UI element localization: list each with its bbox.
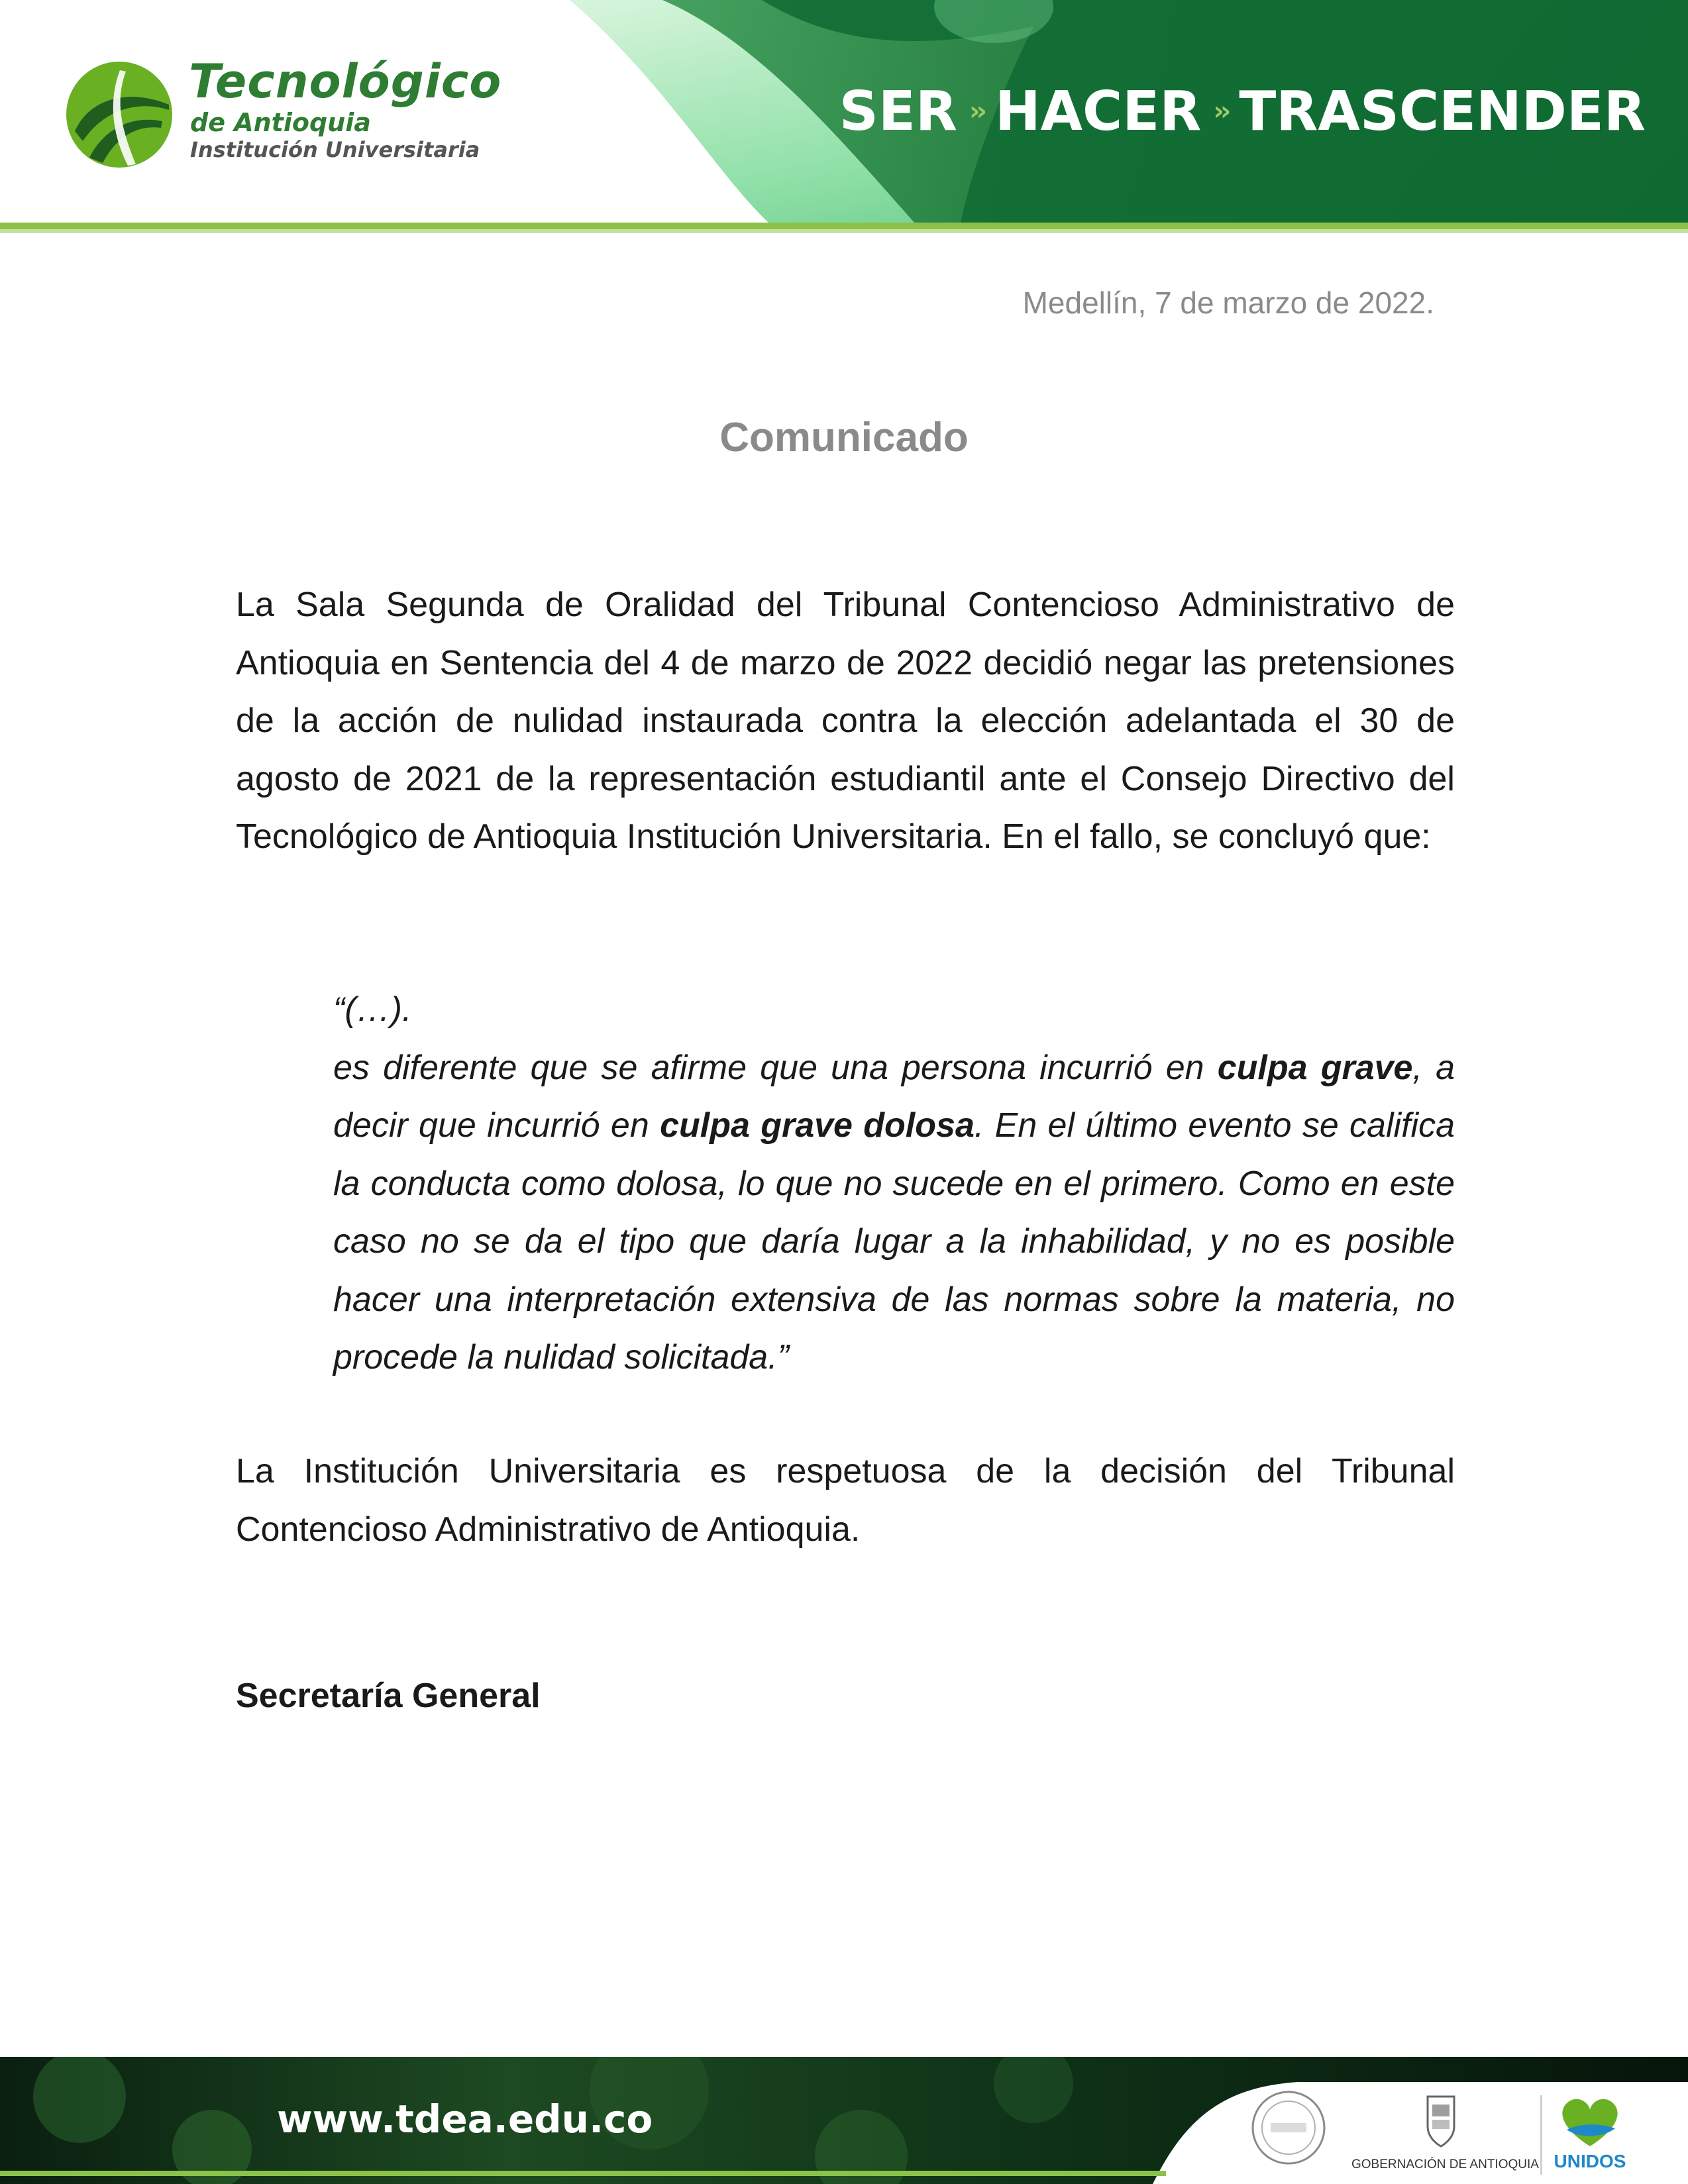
letterhead-header: [0, 0, 1688, 238]
unidos-heart-icon: [1550, 2090, 1630, 2153]
motto-word-hacer: HACER: [994, 79, 1202, 143]
court-quote: [333, 981, 1455, 1387]
quote-opening: “(…).: [333, 990, 412, 1029]
letter-title: Comunicado: [719, 415, 969, 460]
logo-title: Tecnológico: [189, 54, 502, 109]
letter-date: Medellín, 7 de marzo de 2022.: [1022, 286, 1434, 320]
chevron-separator-icon: ››: [1213, 96, 1228, 127]
signature: Secretaría General: [236, 1677, 541, 1715]
logo-subtitle: de Antioquia: [190, 108, 371, 137]
chevron-separator-icon: ››: [969, 96, 983, 127]
unidos-label: UNIDOS: [1554, 2151, 1626, 2171]
unidos-logo: [1550, 2090, 1630, 2176]
letterhead-footer: [0, 2057, 1688, 2184]
quote-text: es diferente que se afirme que una persona incurrió en: [333, 1048, 1218, 1087]
motto-word-ser: SER: [839, 79, 957, 143]
logo-divider: [1540, 2095, 1542, 2175]
motto: [839, 78, 1646, 144]
coat-of-arms-icon: [1351, 2090, 1530, 2153]
website-link[interactable]: www.tdea.edu.co: [277, 2097, 653, 2142]
header-rule: [0, 223, 1688, 229]
accreditation-seal-icon: [1251, 2090, 1326, 2165]
paragraph-closing: La Institución Universitaria es respetuosa de la decisión del Tribunal Contencioso Administrativo de Antioquia.: [236, 1452, 1455, 1549]
quote-emphasis: culpa grave: [1217, 1048, 1413, 1087]
gobernacion-logo: [1351, 2090, 1539, 2176]
paragraph-intro: La Sala Segunda de Oralidad del Tribunal Contencioso Administrativo de Antioquia en Sentencia del 4 de marzo de 2022 decidió negar las pretensiones de la acción de nulidad instaurada contra la elección adelantada el 30 de agosto de 2021 de la representación estudiantil ante el Consejo Directivo del Tecnológico de Antioquia Institución Universitaria. En el fallo, se concluyó que:: [236, 586, 1455, 856]
quote-text: . En el último evento se califica la conducta como dolosa, lo que no sucede en el primero. Como en este caso no se da el tipo que daría lugar a la inhabilidad, y no es posible hacer una interpretación extensiva de las normas sobre la materia, no procede la nulidad solicitada.”: [333, 1106, 1455, 1377]
logo-mark-icon: [63, 58, 176, 171]
quote-text: , a decir que incurrió en: [333, 1048, 1455, 1145]
gobernacion-label: GOBERNACIÓN DE ANTIOQUIA: [1351, 2158, 1539, 2171]
logo-tagline: Institución Universitaria: [190, 137, 480, 162]
institution-logo: [63, 54, 566, 178]
header-rule-secondary: [0, 229, 1688, 233]
quote-emphasis: culpa grave dolosa: [660, 1106, 975, 1145]
motto-word-trascender: TRASCENDER: [1239, 79, 1646, 143]
